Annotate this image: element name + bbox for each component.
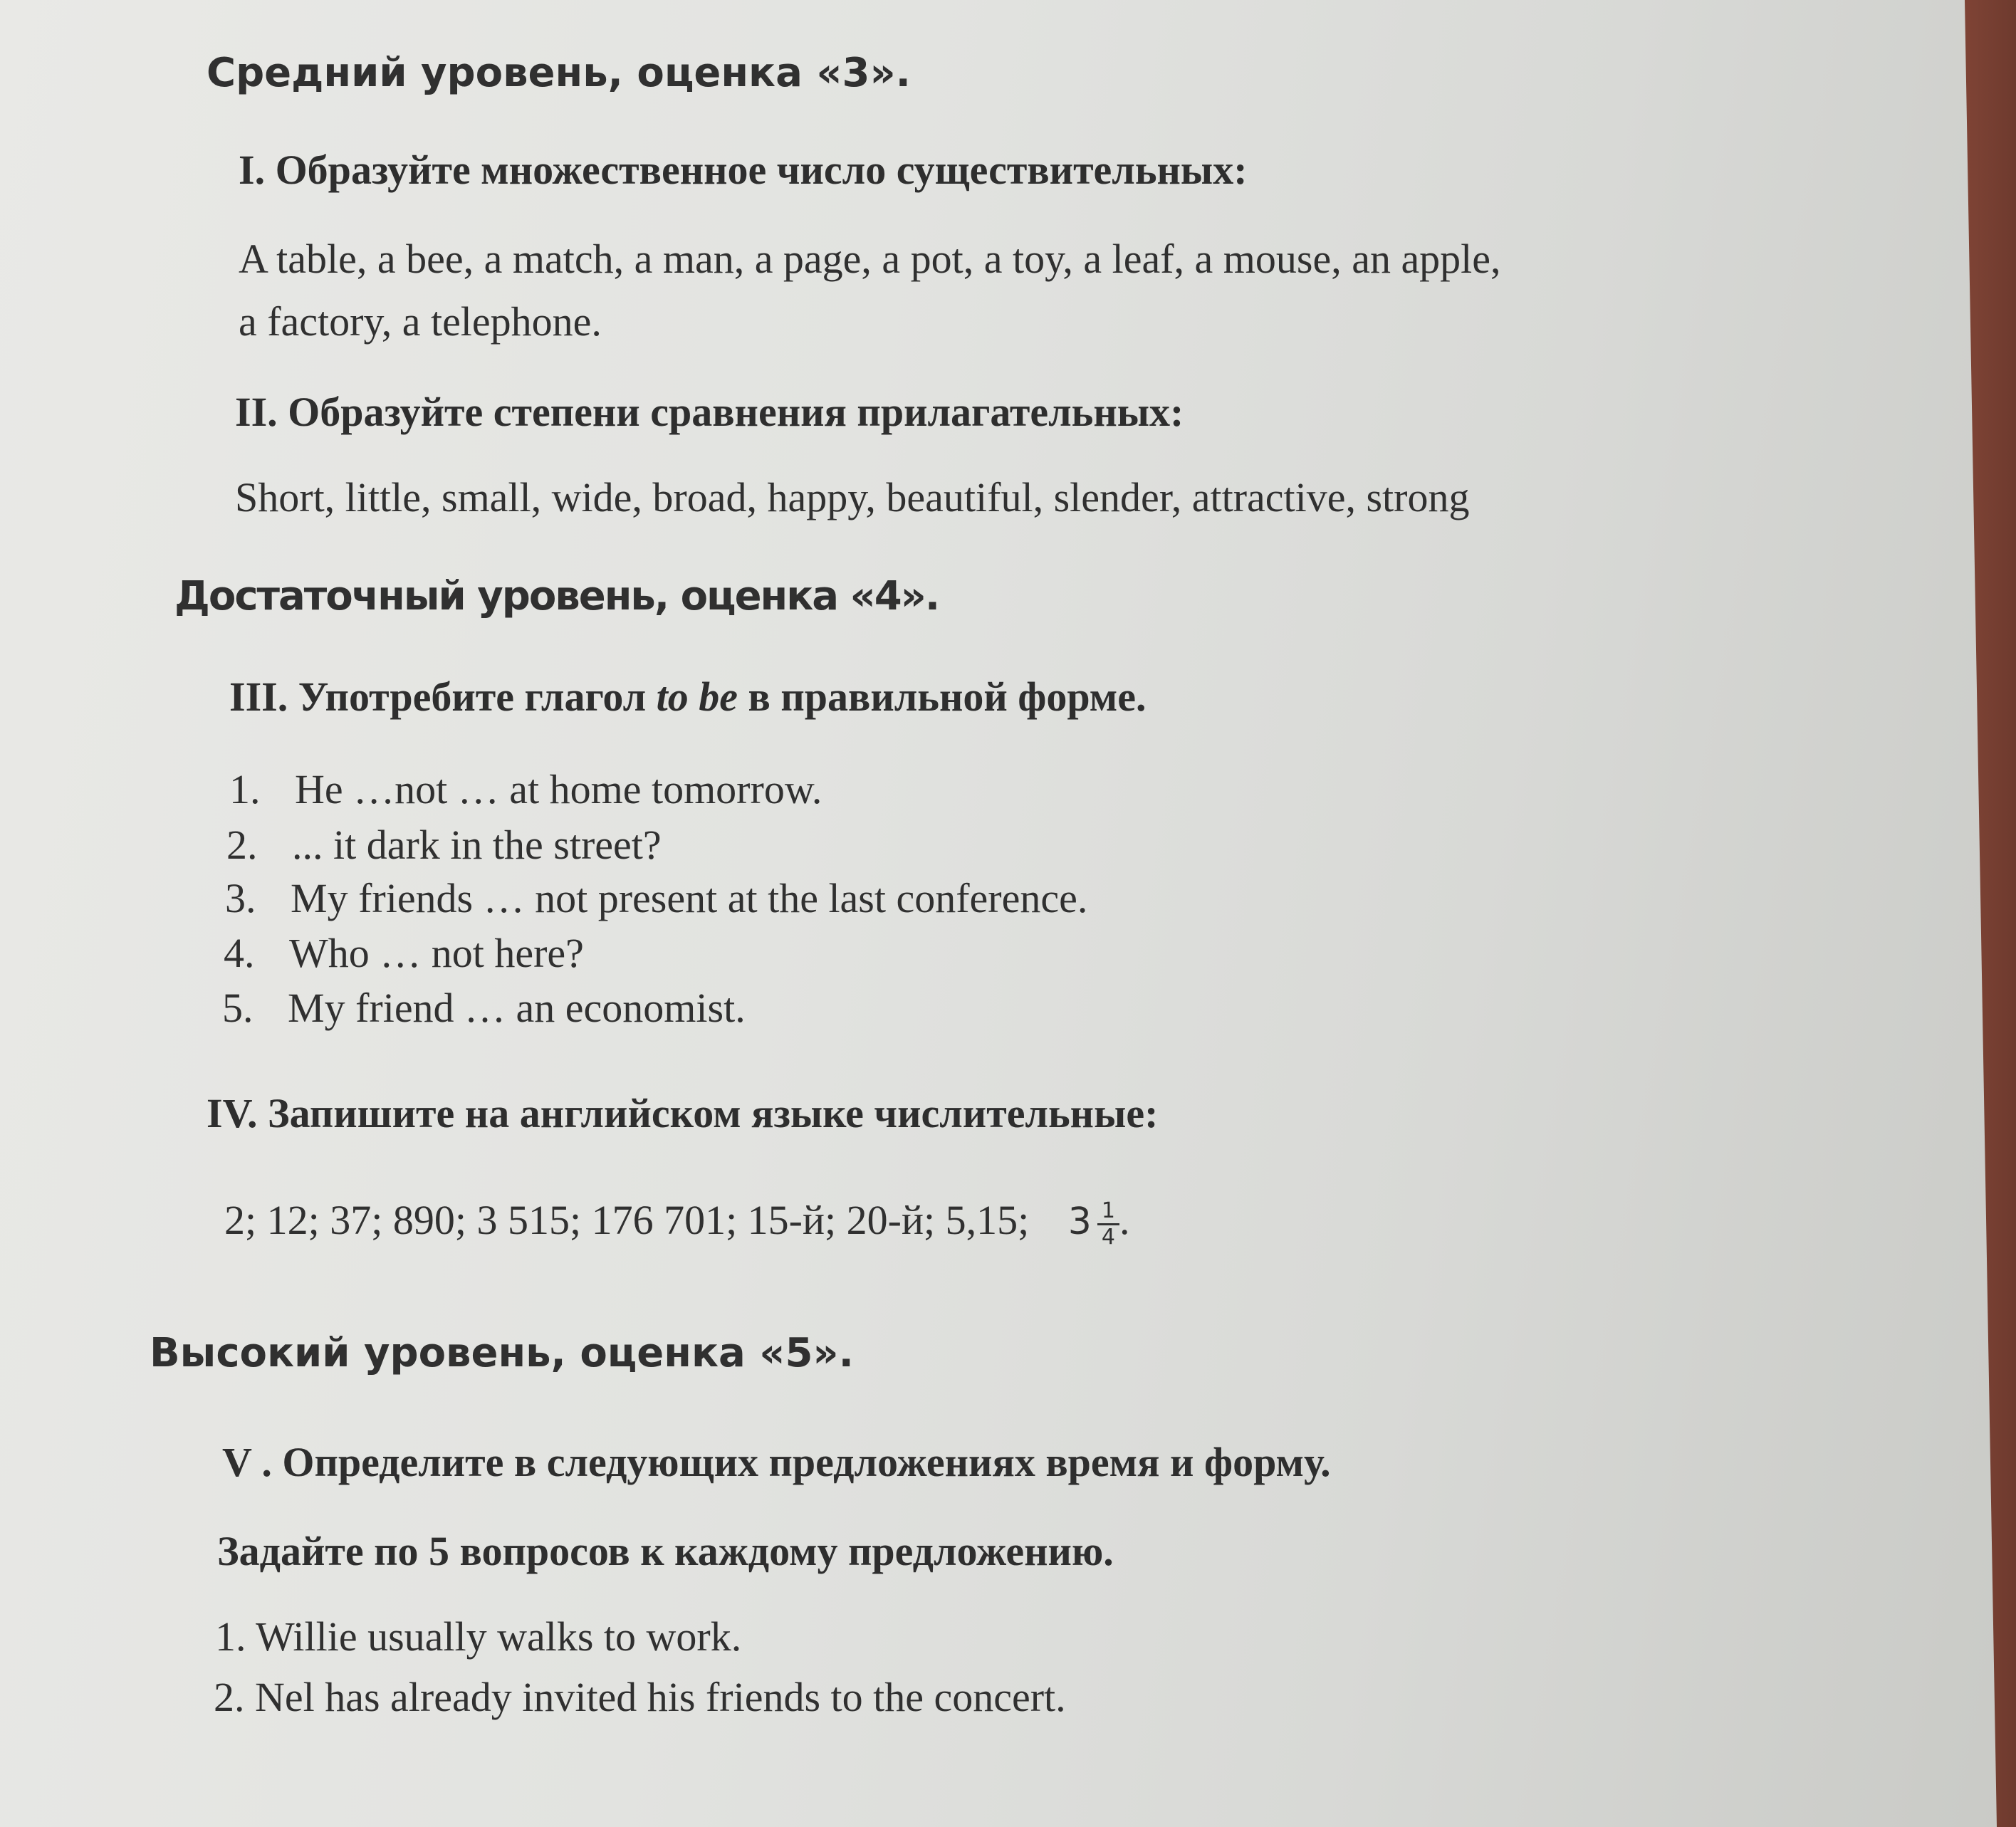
mixed-number-whole: 3 — [1067, 1200, 1092, 1243]
task-1-line-1: A table, a bee, a match, a man, a page, a pot, a toy, a leaf, a mouse, an apple, — [239, 236, 1501, 282]
list-item: 1. He …not … at home tomorrow. — [229, 766, 822, 812]
task-4-title: IV. Запишите на английском языке числительные: — [207, 1090, 1159, 1136]
list-item: 4. Who … not here? — [224, 930, 584, 976]
list-item: 3. My friends … not present at the last conference. — [225, 875, 1088, 921]
list-item: 5. My friend … an economist. — [222, 985, 746, 1031]
heading-level-4: Достаточный уровень, оценка «4». — [174, 573, 939, 619]
desk-edge — [1888, 0, 2016, 1827]
task-1-title: I. Образуйте множественное число существительных: — [239, 147, 1248, 193]
list-item: 1. Willie usually walks to work. — [215, 1613, 742, 1660]
task-4-numbers: 2; 12; 37; 890; 3 515; 176 701; 15-й; 20-й; 5,15; 3 $\frac{1}{4}$ . — [224, 1197, 1130, 1250]
task-2-line-1: Short, little, small, wide, broad, happy, beautiful, slender, attractive, strong — [235, 474, 1470, 520]
task-2-title: II. Образуйте степени сравнения прилагательных: — [235, 389, 1184, 435]
task-5-title: V . Определите в следующих предложениях время и форму. — [222, 1439, 1331, 1485]
task-3-title — [229, 673, 1147, 721]
task-3-title-end: в правильной форме. — [738, 674, 1147, 720]
task-3-title-italic: to be — [656, 674, 738, 720]
numbers-list: 2; 12; 37; 890; 3 515; 176 701; 15-й; 20-й; 5,15; — [224, 1197, 1030, 1243]
list-item: 2. ... it dark in the street? — [226, 822, 662, 868]
task-5-subtitle: Задайте по 5 вопросов к каждому предложению. — [217, 1528, 1114, 1574]
task-3-title-start: III. Употребите глагол — [229, 674, 657, 720]
heading-level-5: Высокий уровень, оценка «5». — [150, 1330, 854, 1376]
list-item: 2. Nel has already invited his friends to the concert. — [214, 1674, 1066, 1720]
fraction: $\frac{1}{4}$ — [1097, 1199, 1119, 1250]
task-1-line-2: a factory, a telephone. — [239, 298, 602, 345]
heading-level-3: Средний уровень, оценка «3». — [207, 50, 911, 96]
